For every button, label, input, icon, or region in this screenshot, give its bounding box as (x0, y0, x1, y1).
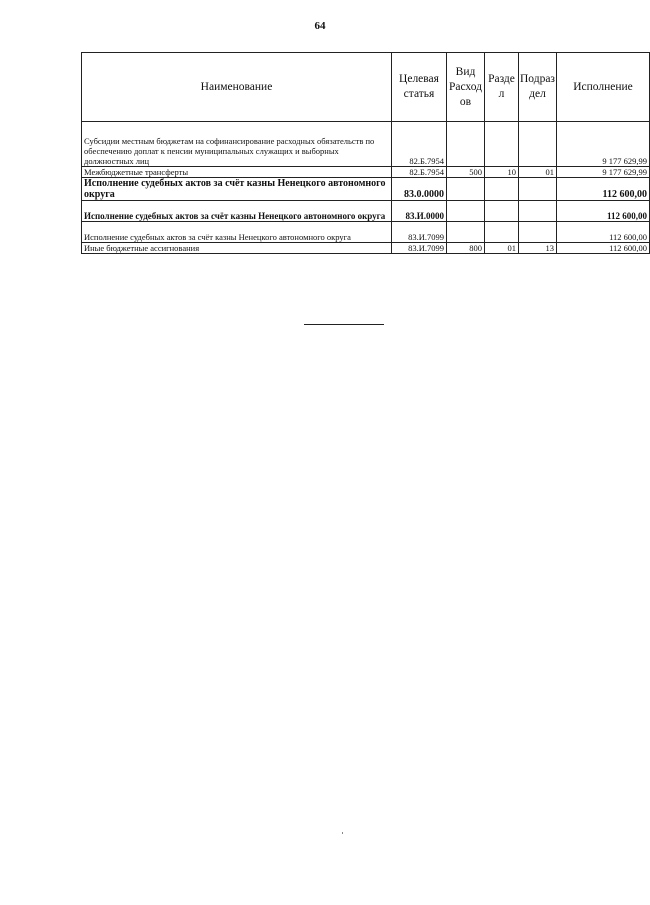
cell-execution: 112 600,00 (557, 201, 650, 222)
table-row (82, 167, 650, 178)
table-row (82, 201, 650, 222)
cell-section (485, 222, 519, 243)
table-row (82, 178, 650, 201)
cell-target: 83.И.7099 (392, 243, 447, 254)
section-divider (304, 324, 384, 325)
cell-expense-type (447, 122, 485, 167)
cell-expense-type: 800 (447, 243, 485, 254)
cell-execution: 9 177 629,99 (557, 167, 650, 178)
cell-subsection (519, 222, 557, 243)
cell-section (485, 201, 519, 222)
header-execution: Исполнение (557, 53, 650, 122)
cell-subsection (519, 122, 557, 167)
cell-subsection (519, 178, 557, 201)
budget-table (81, 52, 650, 254)
cell-execution: 9 177 629,99 (557, 122, 650, 167)
cell-expense-type (447, 178, 485, 201)
cell-subsection: 01 (519, 167, 557, 178)
cell-target: 83.И.7099 (392, 222, 447, 243)
cell-name: Исполнение судебных актов за счёт казны Ненецкого автономного округа (82, 178, 392, 201)
cell-section (485, 122, 519, 167)
cell-name: Исполнение судебных актов за счёт казны Ненецкого автономного округа (82, 201, 392, 222)
header-name: Наименование (82, 53, 392, 122)
cell-name: Исполнение судебных актов за счёт казны Ненецкого автономного округа (82, 222, 392, 243)
header-section: Разде л (485, 53, 519, 122)
table-row (82, 222, 650, 243)
page-number: 64 (314, 20, 326, 32)
scan-artifact (342, 832, 343, 834)
table-row (82, 243, 650, 254)
cell-expense-type (447, 222, 485, 243)
cell-target: 83.0.0000 (392, 178, 447, 201)
cell-name: Межбюджетные трансферты (82, 167, 392, 178)
header-expense-type: Вид Расход ов (447, 53, 485, 122)
header-subsection: Подраз дел (519, 53, 557, 122)
cell-execution: 112 600,00 (557, 243, 650, 254)
cell-target: 83.И.0000 (392, 201, 447, 222)
cell-target: 82.Б.7954 (392, 167, 447, 178)
cell-section (485, 178, 519, 201)
cell-execution: 112 600,00 (557, 222, 650, 243)
cell-execution: 112 600,00 (557, 178, 650, 201)
cell-subsection: 13 (519, 243, 557, 254)
cell-expense-type (447, 201, 485, 222)
cell-name: Иные бюджетные ассигнования (82, 243, 392, 254)
header-target: Целевая статья (392, 53, 447, 122)
table-row (82, 122, 650, 167)
cell-section: 01 (485, 243, 519, 254)
table-header-row (82, 53, 650, 122)
cell-name: Субсидии местным бюджетам на софинансирование расходных обязательств по обеспечению доплат к пенсии муниципальных служащих и выборных должностных лиц (82, 122, 392, 167)
cell-section: 10 (485, 167, 519, 178)
cell-subsection (519, 201, 557, 222)
cell-target: 82.Б.7954 (392, 122, 447, 167)
cell-expense-type: 500 (447, 167, 485, 178)
